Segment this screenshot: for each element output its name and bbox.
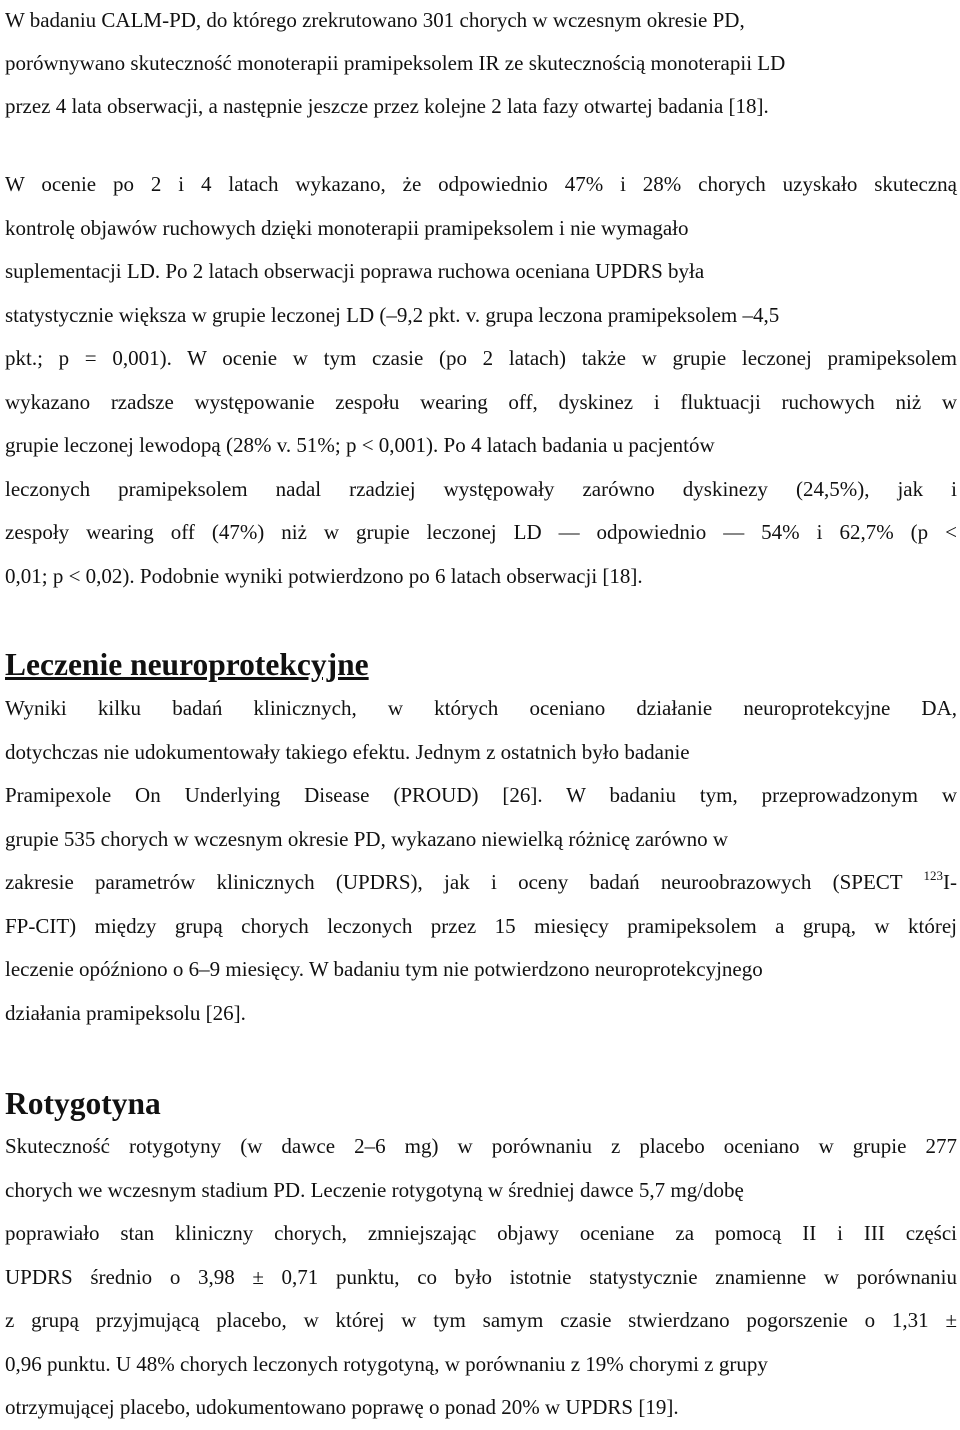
text-fragment: I- bbox=[943, 870, 957, 894]
paragraph-results bbox=[5, 163, 957, 598]
text-line: kontrolę objawów ruchowych dzięki monoterapii pramipeksolem i nie wymagało bbox=[5, 215, 689, 240]
text-line: działania pramipeksolu [26]. bbox=[5, 1000, 246, 1025]
text-line: Pramipexole On Underlying Disease (PROUD) [26]. W badaniu tym, przeprowadzonym w bbox=[5, 783, 957, 807]
text-line: z grupą przyjmującą placebo, w której w tym samym czasie stwierdzano pogorszenie o 1,31 ± bbox=[5, 1308, 957, 1332]
text-line: chorych we wczesnym stadium PD. Leczenie rotygotyną w średniej dawce 5,7 mg/dobę bbox=[5, 1177, 744, 1202]
paragraph-neuroprotection bbox=[5, 687, 957, 1035]
text-line: Skuteczność rotygotyny (w dawce 2–6 mg) w porównaniu z placebo oceniano w grupie 277 bbox=[5, 1134, 957, 1158]
paragraph-rotigotine bbox=[5, 1125, 957, 1430]
text-line: grupie 535 chorych w wczesnym okresie PD, wykazano niewielką różnicę zarówno w bbox=[5, 826, 729, 851]
text-line: otrzymującej placebo, udokumentowano poprawę o ponad 20% w UPDRS [19]. bbox=[5, 1395, 679, 1419]
text-line: UPDRS średnio o 3,98 ± 0,71 punktu, co było istotnie statystycznie znamienne w porównaniu bbox=[5, 1264, 957, 1289]
text-line: suplementacji LD. Po 2 latach obserwacji poprawa ruchowa oceniana UPDRS była bbox=[5, 259, 705, 283]
text-line: porównywano skuteczność monoterapii pramipeksolem IR ze skutecznością monoterapii LD bbox=[5, 51, 786, 75]
text-line: 0,01; p < 0,02). Podobnie wyniki potwierdzono po 6 latach obserwacji [18]. bbox=[5, 563, 643, 588]
text-line: leczonych pramipeksolem nadal rzadziej występowały zarówno dyskinezy (24,5%), jak i bbox=[5, 476, 957, 501]
text-line: przez 4 lata obserwacji, a następnie jeszcze przez kolejne 2 lata fazy otwartej badania [18]. bbox=[5, 94, 769, 118]
text-line: pkt.; p = 0,001). W ocenie w tym czasie (po 2 latach) także w grupie leczonej pramipeksolem bbox=[5, 346, 957, 370]
text-line: W badaniu CALM-PD, do którego zrekrutowano 301 chorych w wczesnym okresie PD, bbox=[5, 8, 745, 32]
paragraph-calm-pd bbox=[5, 0, 957, 128]
superscript-isotope: 123 bbox=[923, 868, 943, 883]
text-line: zespoły wearing off (47%) niż w grupie leczonej LD — odpowiednio — 54% i 62,7% (p < bbox=[5, 520, 957, 544]
text-line: FP-CIT) między grupą chorych leczonych przez 15 miesięcy pramipeksolem a grupą, w której bbox=[5, 913, 957, 938]
text-line: 0,96 punktu. U 48% chorych leczonych rotygotyną, w porównaniu z 19% chorymi z grupy bbox=[5, 1351, 768, 1376]
text-line: W ocenie po 2 i 4 latach wykazano, że odpowiednio 47% i 28% chorych uzyskało skuteczną bbox=[5, 172, 957, 196]
text-line: poprawiało stan kliniczny chorych, zmniejszając objawy oceniane za pomocą II i III części bbox=[5, 1221, 957, 1245]
text-line: wykazano rzadsze występowanie zespołu wearing off, dyskinez i fluktuacji ruchowych niż w bbox=[5, 389, 957, 414]
text-line: statystycznie większa w grupie leczonej LD (–9,2 pkt. v. grupa leczona pramipeksolem –4,5 bbox=[5, 302, 780, 327]
text-line: grupie leczonej lewodopą (28% v. 51%; p < 0,001). Po 4 latach badania u pacjentów bbox=[5, 433, 715, 457]
section-heading-rotigotine: Rotygotyna bbox=[5, 1086, 161, 1121]
text-fragment: zakresie parametrów klinicznych (UPDRS), jak i oceny badań neuroobrazowych (SPECT bbox=[5, 870, 924, 894]
text-line: leczenie opóźniono o 6–9 miesięcy. W badaniu tym nie potwierdzono neuroprotekcyjnego bbox=[5, 957, 763, 981]
text-line: Wyniki kilku badań klinicznych, w których oceniano działanie neuroprotekcyjne DA, bbox=[5, 696, 957, 720]
section-heading-neuroprotection: Leczenie neuroprotekcyjne bbox=[5, 647, 369, 682]
text-line: dotychczas nie udokumentowały takiego efektu. Jednym z ostatnich było badanie bbox=[5, 739, 690, 764]
text-line-spect bbox=[5, 861, 957, 905]
